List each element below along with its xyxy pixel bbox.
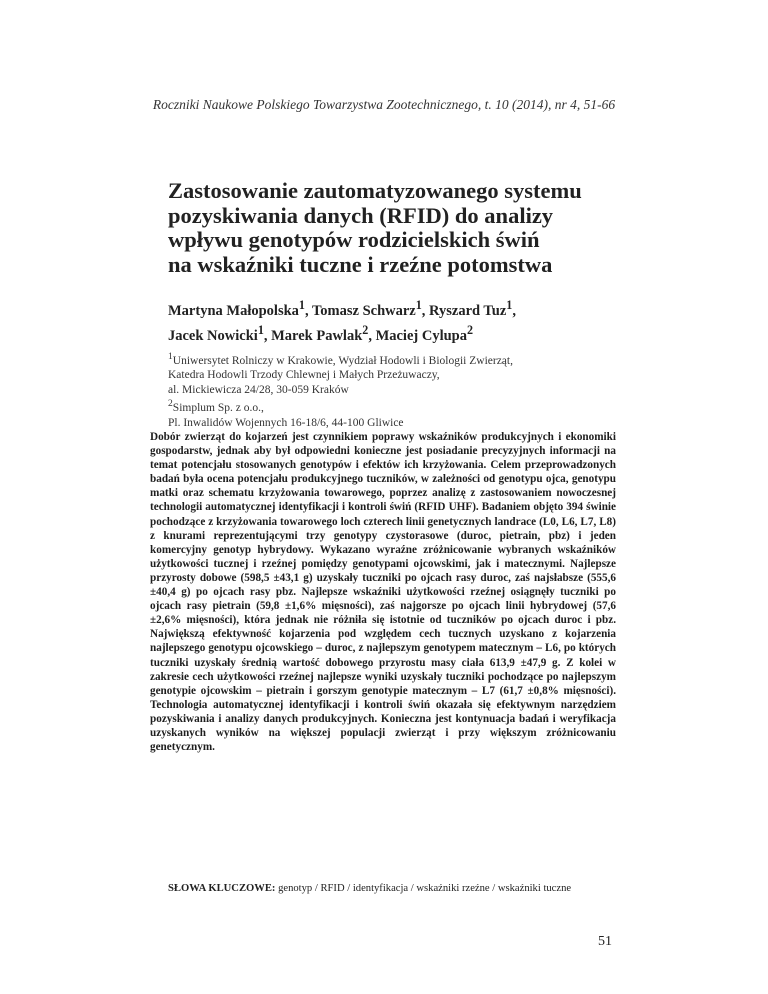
author-affil-mark: 1	[298, 298, 305, 312]
affiliations	[168, 350, 638, 430]
author-name: Maciej Cylupa	[375, 327, 467, 344]
affiliation-line: Pl. Inwalidów Wojennych 16-18/6, 44-100 Gliwice	[168, 416, 404, 429]
author-separator: ,	[368, 327, 376, 344]
affiliation-text: Simplum Sp. z o.o.,	[172, 402, 264, 415]
author-list	[168, 296, 638, 346]
keywords-text: genotyp / RFID / identyfikacja / wskaźniki rzeźne / wskaźniki tuczne	[275, 883, 572, 894]
title-line: na wskaźniki tuczne i rzeźne potomstwa	[168, 251, 553, 277]
author-line	[168, 296, 638, 321]
author-line	[168, 321, 638, 346]
author-name: Marek Pawlak	[271, 327, 363, 344]
affiliation-line	[168, 397, 638, 415]
author-name: Tomasz Schwarz	[311, 302, 416, 319]
affiliation-line	[168, 350, 638, 368]
article-title	[168, 179, 638, 277]
affiliation-text: Uniwersytet Rolniczy w Krakowie, Wydział Hodowli i Biologii Zwierząt,	[172, 354, 513, 367]
affiliation-line: Katedra Hodowli Trzody Chlewnej i Małych Przeżuwaczy,	[168, 369, 440, 382]
abstract: Dobór zwierząt do kojarzeń jest czynnikiem poprawy wskaźników produkcyjnych i ekonomiki gospodarstw, jednak aby był odpowiedni konieczne jest posiadanie precyzyjnych informacji na temat potencjału stosowanych genotypów i efektów ich krzyżowania. Celem przeprowadzonych badań była ocena potencjału produkcyjnego tuczników, w zależności od genotypu ojca, genotypu matki oraz schematu krzyżowania towarowego, poprzez analizę z zastosowaniem nowoczesnej technologii automatycznej identyfikacji i kontroli świń (RFID UHF). Badaniem objęto 394 świnie pochodzące z krzyżowania towarowego loch czterech linii genetycznych landrace (L0, L6, L7, L8) z knurami reprezentującymi trzy genotypy czystorasowe (duroc, pietrain, pbz) i jeden komercyjny genotyp hybrydowy. Wykazano wyraźne zróżnicowanie wybranych wskaźników użytkowości tucznej i rzeźnej pomiędzy genotypami ojcowskimi, jak i matecznymi. Najlepsze przyrosty dobowe (598,5 ±43,1 g) uzyskały tuczniki po ojcach rasy duroc, zaś najsłabsze (555,6 ±40,4 g) po ojcach rasy pbz. Najlepsze wskaźniki użytkowości rzeźnej osiągnęły tuczniki po ojcach rasy pietrain (59,8 ±1,6% mięsności), zaś najgorsze po ojcach linii hybrydowej (57,6 ±2,6% mięsności), która jednak nie różniła się istotnie od tuczników po ojcach duroc i pbz. Największą efektywność kojarzenia pod względem cech tucznych uzyskano z kojarzenia najlepszego genotypu ojcowskiego – duroc, z najlepszym genotypem matecznym – L6, po których tuczniki uzyskały średnią wartość dobowego przyrostu masy ciała 613,9 ±47,9 g. Z kolei w zakresie cech użytkowości rzeźnej najlepsze wyniki uzyskały tuczniki pochodzące po najlepszym genotypie ojcowskim – pietrain i gorszym genotypie matecznym – L7 (61,7 ±0,8% mięsności). Technologia automatycznej identyfikacji i kontroli świń okazała się efektywnym narzędziem pozyskiwania i analizy danych produkcyjnych. Konieczna jest kontynuacja badań i weryfikacja uzyskanych wyników na większej populacji zwierząt i przy większym zróżnicowaniu genetycznym.	[150, 431, 616, 754]
author-affil-mark: 1	[257, 322, 264, 337]
author-affil-mark: 2	[362, 322, 369, 337]
author-separator: ,	[512, 302, 516, 319]
author-name: Martyna Małopolska	[168, 302, 299, 319]
author-name: Ryszard Tuz	[429, 302, 507, 319]
affiliation-mark: 2	[168, 398, 173, 410]
title-line: pozyskiwania danych (RFID) do analizy	[168, 202, 554, 228]
author-name: Jacek Nowicki	[168, 327, 258, 344]
author-affil-mark: 2	[466, 322, 474, 337]
title-line: Zastosowanie zautomatyzowanego systemu	[168, 178, 582, 203]
affiliation-mark: 1	[168, 351, 173, 362]
author-separator: ,	[263, 327, 272, 344]
title-line: wpływu genotypów rodzicielskich świń	[168, 227, 540, 252]
running-head: Roczniki Naukowe Polskiego Towarzystwa Zootechnicznego, t. 10 (2014), nr 4, 51-66	[152, 97, 616, 112]
affiliation-line: al. Mickiewicza 24/28, 30-059 Kraków	[168, 383, 349, 396]
keywords	[168, 883, 638, 894]
author-affil-mark: 1	[506, 298, 513, 312]
author-separator: ,	[421, 302, 430, 319]
keywords-label: SŁOWA KLUCZOWE:	[168, 883, 276, 894]
author-separator: ,	[304, 302, 312, 319]
author-affil-mark: 1	[415, 298, 422, 312]
page-number: 51	[598, 934, 612, 949]
